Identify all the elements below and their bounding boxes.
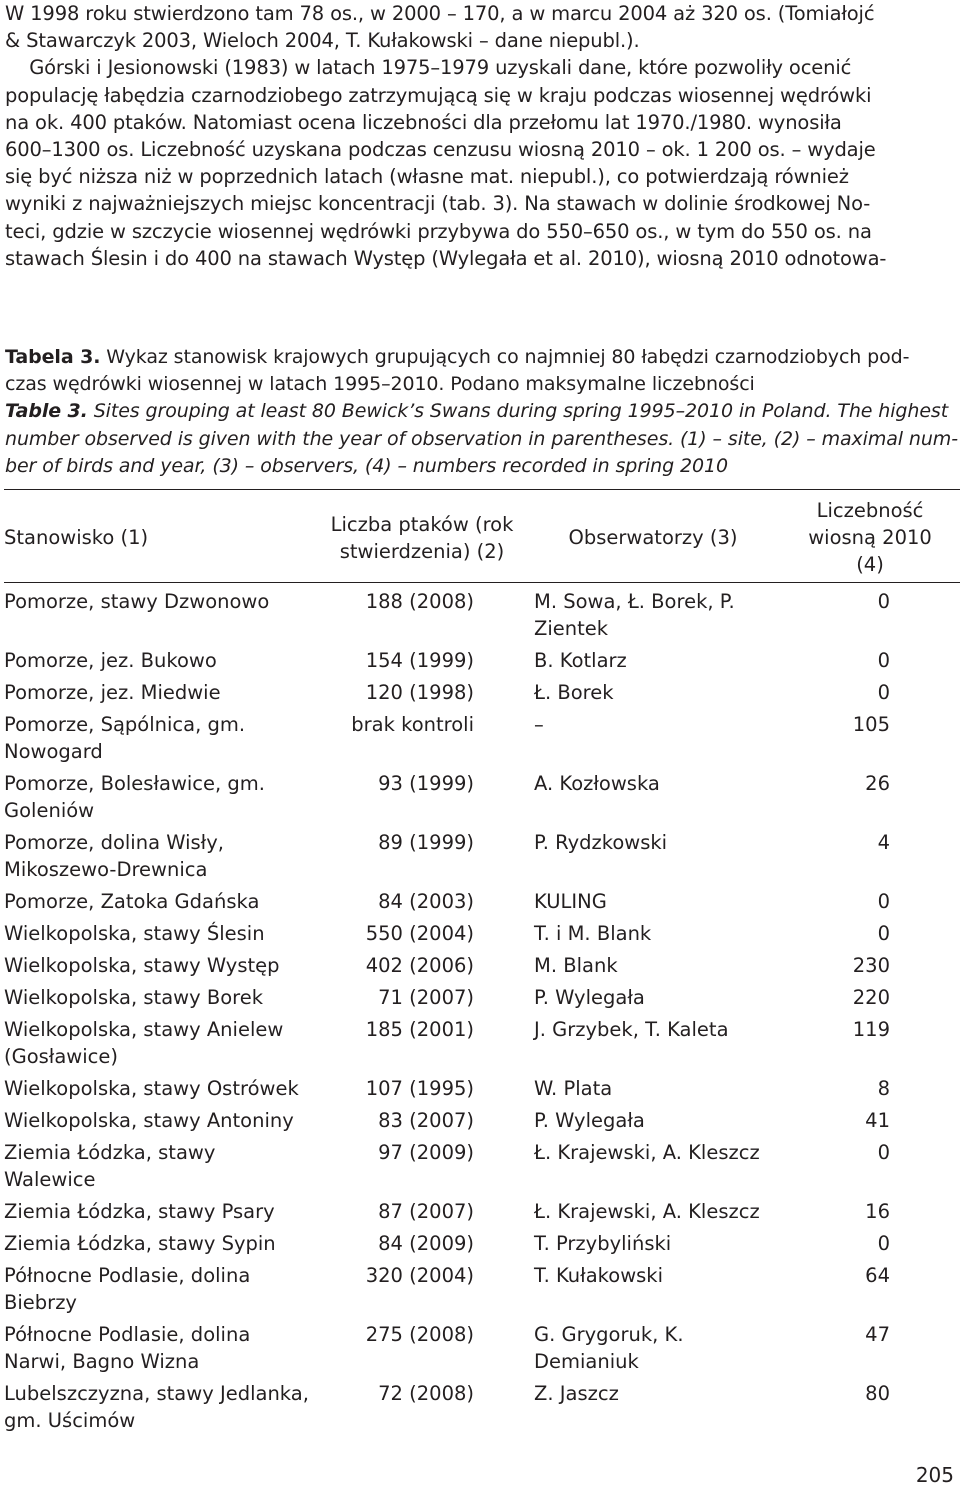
table-row [4,1316,960,1375]
cell-count [322,1070,522,1102]
cell-observers-line: M. Blank [534,954,618,977]
body-paragraph [5,0,957,272]
cell-count [322,1193,522,1225]
cell-count-line: 93 (1999) [378,772,474,795]
cell-count-line: 120 (1998) [365,681,474,704]
header-spring [784,490,960,583]
cell-count [322,706,522,765]
paragraph-line: populację łabędzia czarnodziobego zatrzymującą się w kraju podczas wiosennej wędrówki [5,83,872,107]
cell-site [4,765,322,824]
cell-spring-line: 119 [852,1018,890,1041]
cell-count-line: 188 (2008) [365,590,474,613]
cell-site-line: Walewice [4,1168,96,1191]
cell-count-line: brak kontroli [351,713,474,736]
cell-spring [784,583,960,643]
cell-count [322,642,522,674]
cell-site-line: Pomorze, Sąpólnica, gm. [4,713,246,736]
cell-observers-line: P. Rydzkowski [534,831,668,854]
table-row [4,674,960,706]
cell-observers [522,706,784,765]
cell-count-line: 185 (2001) [365,1018,474,1041]
cell-observers [522,1134,784,1193]
table-row [4,1102,960,1134]
cell-spring-line: 0 [877,649,890,672]
cell-count-line: 89 (1999) [378,831,474,854]
cell-observers [522,642,784,674]
table-row [4,824,960,883]
header-spring-line: wiosną 2010 [808,526,932,549]
cell-spring-line: 16 [865,1200,890,1223]
cell-site-line: Wielkopolska, stawy Występ [4,954,280,977]
caption-pl-line [5,344,957,371]
cell-observers-line: A. Kozłowska [534,772,660,795]
cell-observers-line: M. Sowa, Ł. Borek, P. [534,590,735,613]
cell-observers-line: KULING [534,890,607,913]
cell-site-line: Wielkopolska, stawy Anielew [4,1018,284,1041]
cell-spring [784,1225,960,1257]
cell-spring-line: 8 [877,1077,890,1100]
cell-observers [522,1102,784,1134]
cell-spring-line: 4 [877,831,890,854]
header-spring-line: Liczebność [816,499,924,522]
cell-site-line: Północne Podlasie, dolina [4,1264,251,1287]
cell-count-line: 71 (2007) [378,986,474,1009]
cell-observers-line: Ł. Krajewski, A. Kleszcz [534,1200,760,1223]
cell-site-line: Wielkopolska, stawy Ślesin [4,922,265,945]
cell-spring-line: 64 [865,1264,890,1287]
cell-observers-line: G. Grygoruk, K. Demianiuk [534,1323,684,1373]
cell-site [4,642,322,674]
table-row [4,1070,960,1102]
cell-site-line: Pomorze, stawy Dzwonowo [4,590,270,613]
caption-pl-text: Wykaz stanowisk krajowych grupujących co najmniej 80 łabędzi czarnodziobych pod- [100,346,910,368]
cell-observers [522,979,784,1011]
cell-spring [784,1257,960,1316]
table-row [4,1225,960,1257]
cell-count [322,1225,522,1257]
cell-count [322,979,522,1011]
header-count-line: stwierdzenia) (2) [339,539,505,563]
table-row [4,1193,960,1225]
cell-site [4,706,322,765]
cell-count-line: 84 (2003) [378,890,474,913]
cell-spring-line: 0 [877,681,890,704]
caption-en-line: ber of birds and year, (3) – observers, (4) – numbers recorded in spring 2010 [5,454,728,477]
cell-observers-line: T. i M. Blank [534,922,652,945]
cell-observers-line: P. Wylegała [534,1109,645,1132]
cell-spring-line: 0 [877,590,890,613]
cell-site-line: Mikoszewo-Drewnica [4,858,208,881]
cell-observers [522,1375,784,1434]
cell-spring [784,915,960,947]
cell-observers [522,1193,784,1225]
cell-site [4,1193,322,1225]
cell-count [322,1011,522,1070]
cell-spring-line: 220 [852,986,890,1009]
cell-count [322,765,522,824]
cell-count-line: 275 (2008) [365,1323,474,1346]
table-row [4,915,960,947]
table-row [4,883,960,915]
cell-spring [784,883,960,915]
cell-count [322,824,522,883]
cell-spring-line: 0 [877,890,890,913]
cell-count-line: 107 (1995) [365,1077,474,1100]
cell-observers-line: P. Wylegała [534,986,645,1009]
cell-site [4,1257,322,1316]
cell-spring-line: 41 [865,1109,890,1132]
cell-observers [522,765,784,824]
paragraph-line: 600–1300 os. Liczebność uzyskana podczas cenzusu wiosną 2010 – ok. 1 200 os. – wydaje [5,138,876,162]
cell-site [4,1134,322,1193]
cell-site-line: Pomorze, dolina Wisły, [4,831,224,854]
cell-spring [784,1070,960,1102]
cell-site [4,1316,322,1375]
cell-spring [784,824,960,883]
cell-count [322,1257,522,1316]
header-count [322,490,522,583]
cell-observers [522,583,784,643]
cell-site-line: Pomorze, jez. Bukowo [4,649,217,672]
caption-pl-line: czas wędrówki wiosennej w latach 1995–2010. Podano maksymalne liczebności [5,373,755,396]
cell-site-line: Ziemia Łódzka, stawy Sypin [4,1232,276,1255]
cell-count [322,1134,522,1193]
cell-observers-line: T. Kułakowski [534,1264,664,1287]
cell-observers [522,1225,784,1257]
cell-spring-line: 0 [877,1141,890,1164]
cell-observers [522,883,784,915]
cell-site [4,824,322,883]
cell-observers-line: W. Plata [534,1077,613,1100]
cell-count-line: 550 (2004) [365,922,474,945]
cell-spring [784,642,960,674]
table-row [4,947,960,979]
cell-site [4,583,322,643]
cell-site [4,1011,322,1070]
cell-site [4,674,322,706]
table-caption [5,344,957,480]
cell-observers [522,824,784,883]
cell-observers-line: Ł. Krajewski, A. Kleszcz [534,1141,760,1164]
cell-spring [784,1134,960,1193]
cell-count [322,915,522,947]
cell-site-line: Lubelszczyzna, stawy Jedlanka, [4,1382,309,1405]
cell-site-line: Pomorze, Zatoka Gdańska [4,890,260,913]
cell-site [4,1225,322,1257]
cell-spring [784,1193,960,1225]
paragraph-line: Górski i Jesionowski (1983) w latach 1975–1979 uzyskali dane, które pozwoliły ocenić [5,56,852,80]
cell-spring [784,947,960,979]
cell-observers-line: – [534,713,544,736]
header-site: Stanowisko (1) [4,490,322,583]
cell-site-line: gm. Uścimów [4,1409,136,1432]
sites-table [4,489,960,1434]
cell-spring [784,1102,960,1134]
cell-spring-line: 0 [877,922,890,945]
cell-site-line: Ziemia Łódzka, stawy Psary [4,1200,275,1223]
paragraph-line: teci, gdzie w szczycie wiosennej wędrówki przybywa do 550–650 os., w tym do 550 os. na [5,219,872,243]
cell-observers [522,1316,784,1375]
cell-spring-line: 80 [865,1382,890,1405]
cell-site [4,1102,322,1134]
cell-site [4,883,322,915]
cell-site-line: Narwi, Bagno Wizna [4,1350,200,1373]
cell-site-line: Wielkopolska, stawy Borek [4,986,264,1009]
cell-site-line: Pomorze, jez. Miedwie [4,681,221,704]
cell-count-line: 84 (2009) [378,1232,474,1255]
paragraph-line: stawach Ślesin i do 400 na stawach Występ (Wylegała et al. 2010), wiosną 2010 odnotowa- [5,246,887,270]
cell-count [322,947,522,979]
cell-site [4,979,322,1011]
cell-site [4,1375,322,1434]
cell-observers-line: B. Kotlarz [534,649,627,672]
cell-count [322,1316,522,1375]
table-row [4,642,960,674]
paragraph-line: & Stawarczyk 2003, Wieloch 2004, T. Kułakowski – dane niepubl.). [5,29,640,53]
header-spring-line: (4) [856,553,884,576]
cell-spring [784,706,960,765]
cell-observers [522,1011,784,1070]
cell-site-line: Wielkopolska, stawy Ostrówek [4,1077,299,1100]
paragraph-line: się być niższa niż w poprzednich latach (własne mat. niepubl.), co potwierdzają również [5,165,849,189]
cell-site [4,947,322,979]
cell-spring [784,1316,960,1375]
cell-spring-line: 0 [877,1232,890,1255]
cell-observers [522,674,784,706]
cell-site-line: Ziemia Łódzka, stawy [4,1141,216,1164]
cell-count-line: 402 (2006) [365,954,474,977]
cell-observers-line: T. Przybyliński [534,1232,672,1255]
table-header-row [4,490,960,583]
cell-site [4,1070,322,1102]
cell-spring [784,979,960,1011]
cell-observers-line: Zientek [534,617,609,640]
cell-spring [784,765,960,824]
cell-count [322,1102,522,1134]
caption-pl-label: Tabela 3. [5,346,101,368]
cell-spring-line: 105 [852,713,890,736]
cell-count-line: 72 (2008) [378,1382,474,1405]
page-number: 205 [915,1463,954,1487]
table-row [4,1375,960,1434]
table-row [4,1011,960,1070]
cell-site-line: Pomorze, Bolesławice, gm. [4,772,265,795]
table-row [4,1257,960,1316]
caption-en-text: Sites grouping at least 80 Bewick’s Swans during spring 1995–2010 in Poland. The highest [87,400,949,423]
cell-count [322,583,522,643]
caption-en-line [5,398,957,425]
cell-count-line: 87 (2007) [378,1200,474,1223]
table-row [4,979,960,1011]
cell-observers [522,1257,784,1316]
cell-spring [784,1011,960,1070]
cell-spring-line: 26 [865,772,890,795]
cell-observers-line: Z. Jaszcz [534,1382,619,1405]
table-row [4,583,960,643]
paragraph-line: na ok. 400 ptaków. Natomiast ocena liczebności dla przełomu lat 1970./1980. wynosiła [5,110,842,134]
cell-site-line: Północne Podlasie, dolina [4,1323,251,1346]
cell-spring-line: 47 [865,1323,890,1346]
cell-site [4,915,322,947]
cell-count [322,883,522,915]
paragraph-line: W 1998 roku stwierdzono tam 78 os., w 2000 – 170, a w marcu 2004 aż 320 os. (Tomiałojć [5,2,875,25]
cell-site-line: Goleniów [4,799,95,822]
cell-site-line: Biebrzy [4,1291,77,1314]
caption-en-label: Table 3. [5,400,88,423]
cell-count-line: 320 (2004) [365,1264,474,1287]
cell-count [322,674,522,706]
paragraph-line: wyniki z najważniejszych miejsc koncentracji (tab. 3). Na stawach w dolinie środkowej No- [5,192,871,216]
cell-observers [522,915,784,947]
cell-site-line: (Gosławice) [4,1045,118,1068]
cell-spring [784,674,960,706]
cell-spring [784,1375,960,1434]
cell-count-line: 83 (2007) [378,1109,474,1132]
cell-observers [522,947,784,979]
header-observers: Obserwatorzy (3) [522,490,784,583]
header-count-line: Liczba ptaków (rok [330,512,514,536]
cell-observers-line: Ł. Borek [534,681,614,704]
table-row [4,706,960,765]
cell-site-line: Nowogard [4,740,103,763]
cell-count-line: 97 (2009) [378,1141,474,1164]
caption-en-line: number observed is given with the year of observation in parentheses. (1) – site, (2) – maximal num- [5,427,958,450]
cell-observers [522,1070,784,1102]
cell-count [322,1375,522,1434]
table-row [4,765,960,824]
table-row [4,1134,960,1193]
cell-count-line: 154 (1999) [365,649,474,672]
cell-observers-line: J. Grzybek, T. Kaleta [534,1018,729,1041]
cell-spring-line: 230 [852,954,890,977]
cell-site-line: Wielkopolska, stawy Antoniny [4,1109,294,1132]
